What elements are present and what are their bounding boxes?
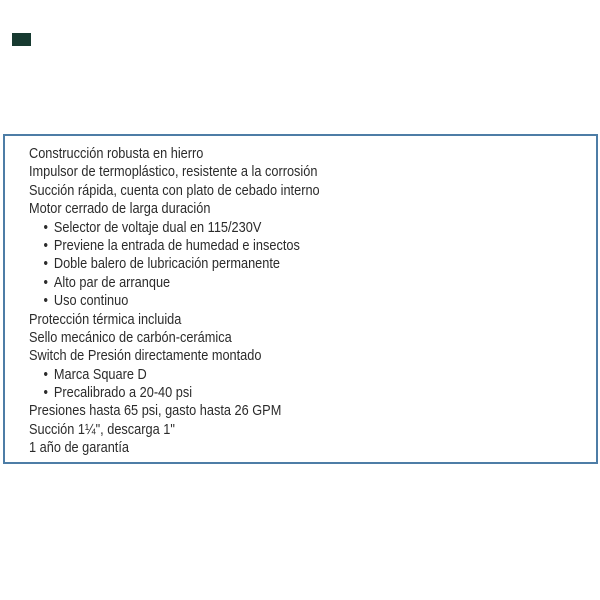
feature-text: Previene la entrada de humedad e insectos: [53, 236, 300, 254]
bullet-dot-icon: •: [43, 255, 48, 273]
feature-bullet-item: [29, 384, 395, 402]
bullet-dot-icon: •: [43, 365, 48, 383]
bullet-dot-icon: •: [43, 236, 48, 254]
bullet-dot-icon: •: [43, 292, 48, 310]
feature-text: Switch de Presión directamente montado: [29, 347, 262, 365]
feature-line: [29, 439, 395, 457]
feature-bullet-item: [29, 366, 395, 384]
feature-text: Protección térmica incluida: [29, 310, 182, 328]
feature-bullet-item: [29, 292, 395, 310]
bullet-dot-icon: •: [43, 384, 48, 402]
corner-mark: [12, 33, 31, 46]
feature-text: Impulsor de termoplástico, resistente a la corrosión: [29, 163, 318, 181]
feature-line: [29, 200, 395, 218]
feature-text: Motor cerrado de larga duración: [29, 200, 211, 218]
feature-text: Marca Square D: [53, 365, 147, 383]
feature-line: [29, 145, 395, 163]
bullet-dot-icon: •: [43, 218, 48, 236]
feature-text: Succión 1¼", descarga 1": [29, 420, 175, 438]
feature-text: Presiones hasta 65 psi, gasto hasta 26 GPM: [29, 402, 282, 420]
feature-line: [29, 163, 395, 181]
feature-text: Succión rápida, cuenta con plato de cebado interno: [29, 181, 320, 199]
feature-line: [29, 311, 395, 329]
feature-bullet-item: [29, 255, 395, 273]
feature-text: Sello mecánico de carbón-cerámica: [29, 328, 232, 346]
feature-text: Precalibrado a 20-40 psi: [53, 384, 193, 402]
feature-list: [29, 145, 395, 458]
feature-line: [29, 182, 395, 200]
feature-line: [29, 421, 395, 439]
feature-line: [29, 347, 395, 365]
feature-text: Doble balero de lubricación permanente: [53, 255, 280, 273]
feature-bullet-item: [29, 219, 395, 237]
feature-text: Alto par de arranque: [53, 273, 171, 291]
product-features-panel: [3, 134, 598, 464]
feature-bullet-item: [29, 274, 395, 292]
feature-text: Construcción robusta en hierro: [29, 145, 204, 162]
feature-line: [29, 329, 395, 347]
feature-line: [29, 402, 395, 420]
feature-bullet-item: [29, 237, 395, 255]
feature-text: Selector de voltaje dual en 115/230V: [53, 218, 262, 236]
feature-text: Uso continuo: [53, 292, 129, 310]
feature-text: 1 año de garantía: [29, 439, 129, 457]
bullet-dot-icon: •: [43, 273, 48, 291]
